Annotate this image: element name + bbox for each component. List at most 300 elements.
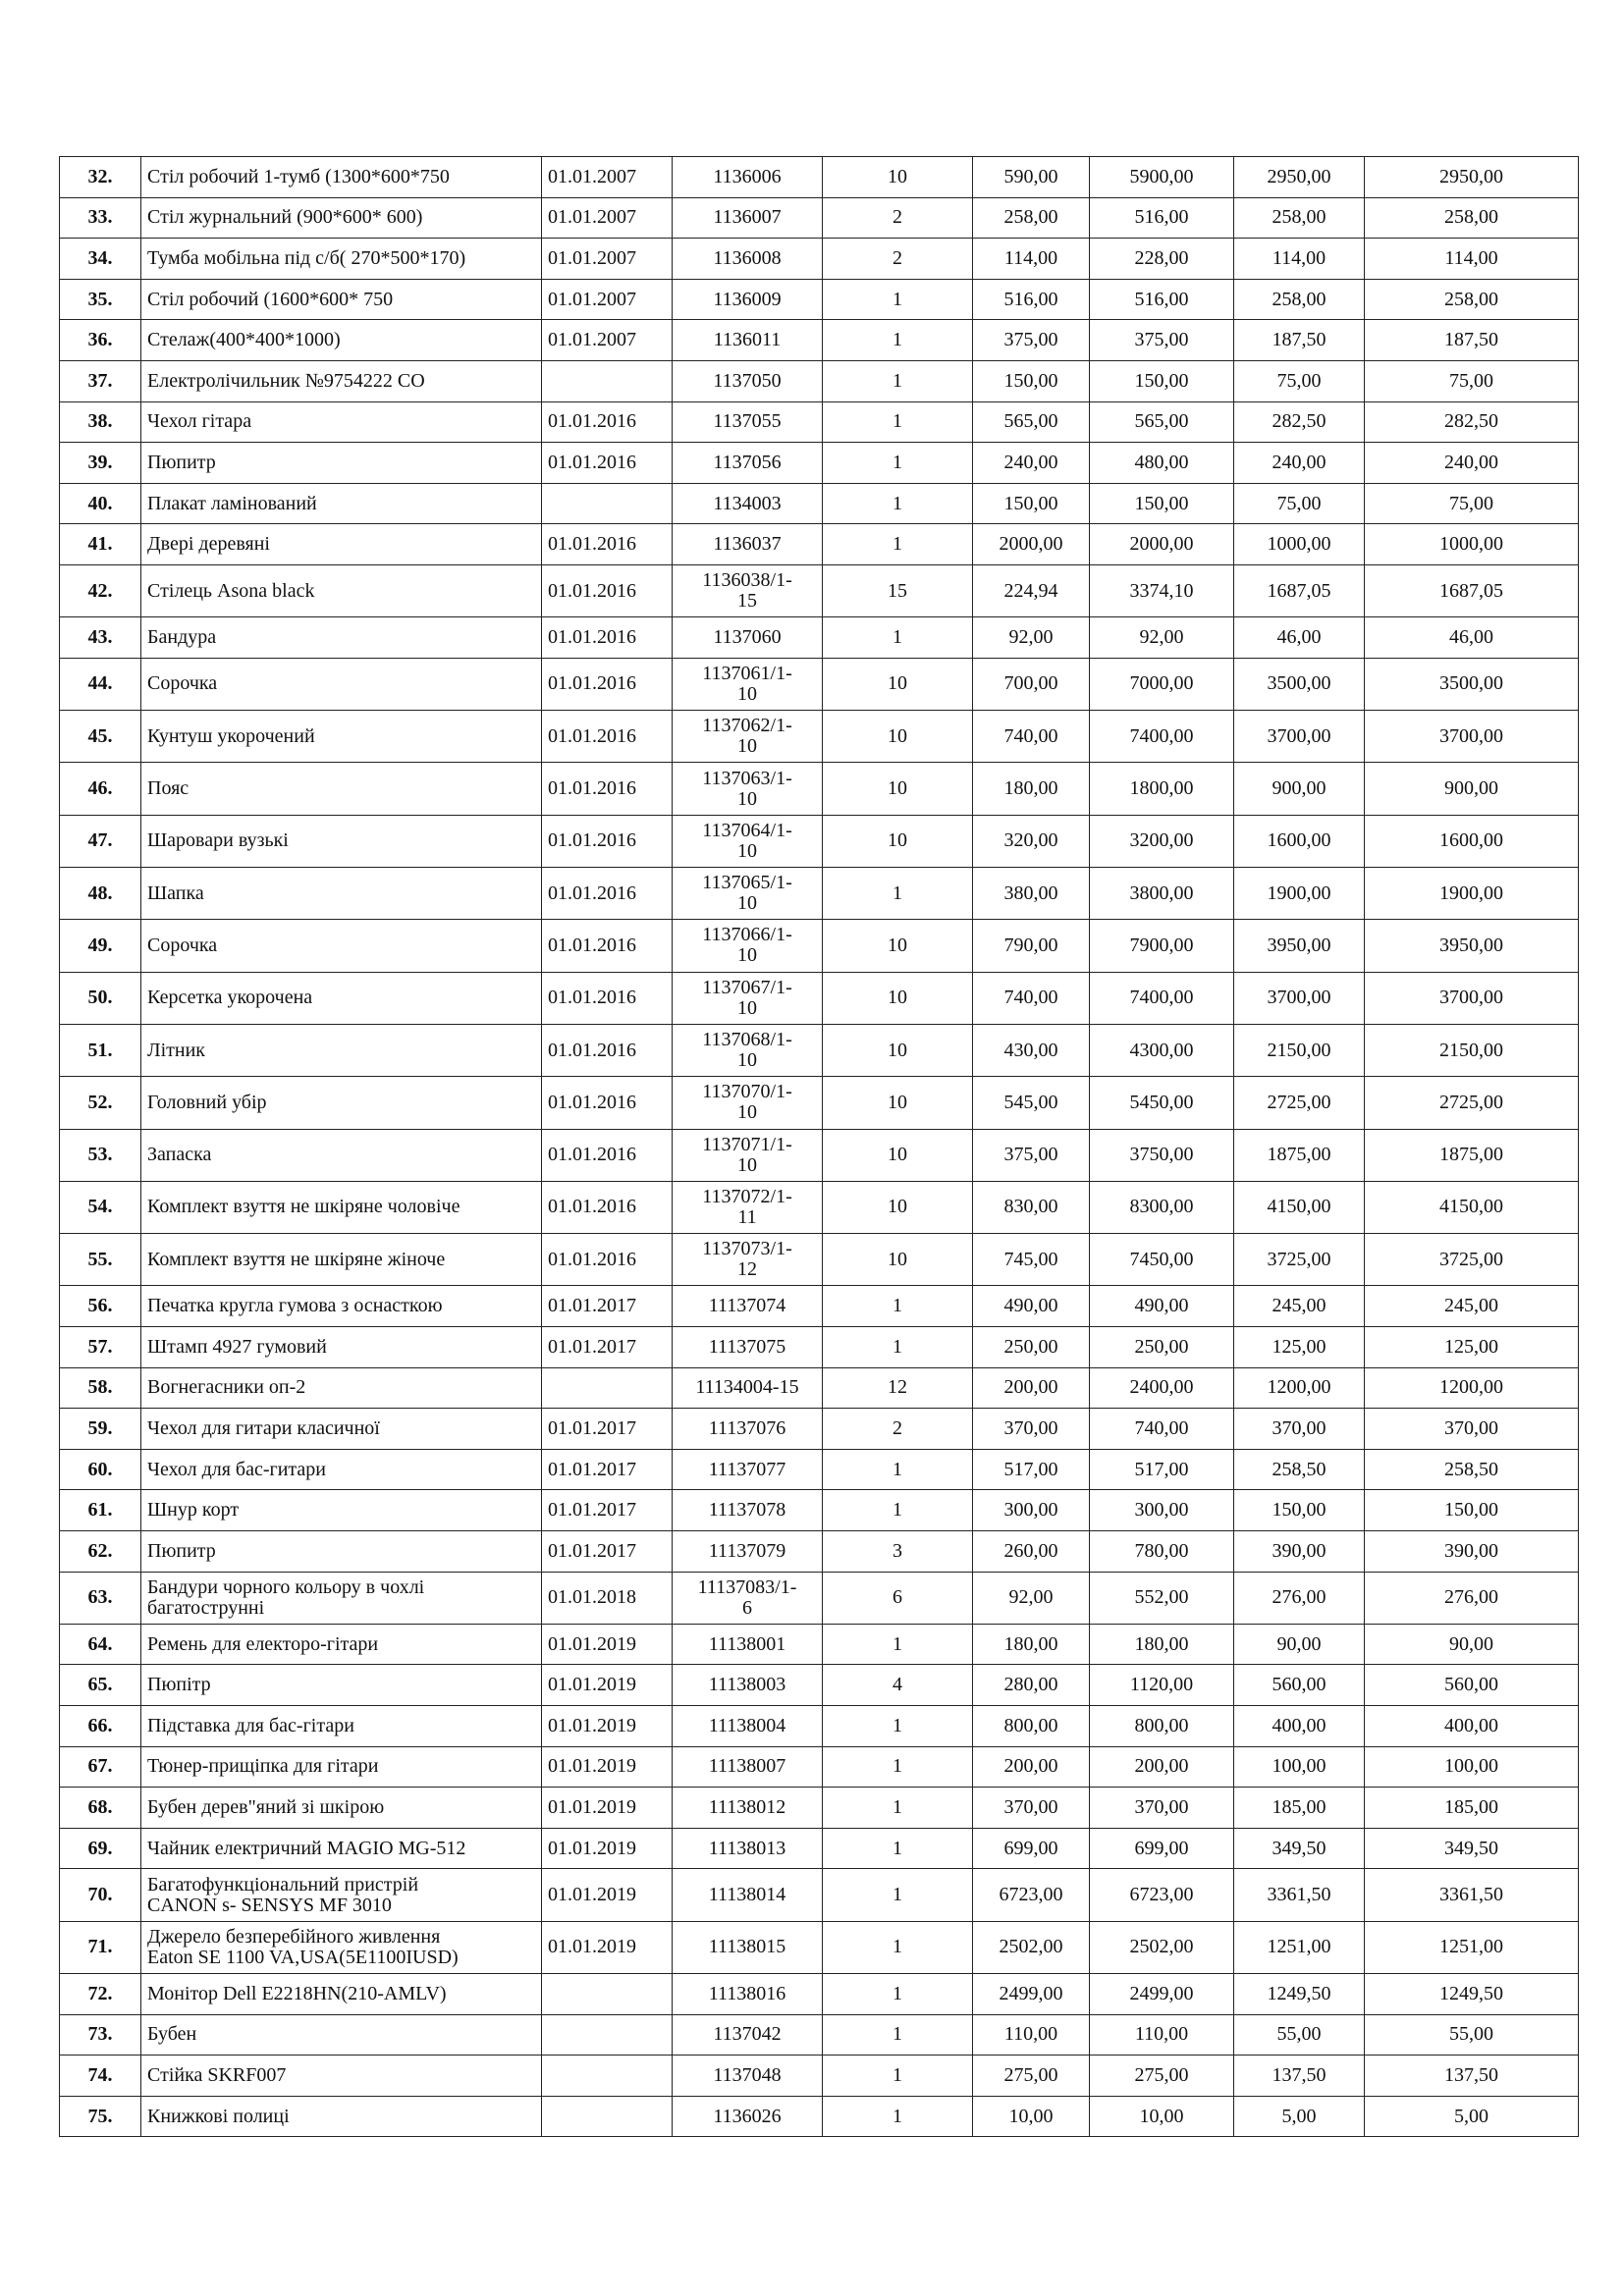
quantity-cell: 10 <box>823 815 973 867</box>
acquisition-date-cell: 01.01.2016 <box>542 711 673 763</box>
row-number-cell: 50. <box>60 972 141 1024</box>
depreciation-cell: 258,50 <box>1234 1449 1365 1490</box>
acquisition-date-cell: 01.01.2016 <box>542 401 673 443</box>
total-value-cell: 3200,00 <box>1090 815 1234 867</box>
total-value-cell: 480,00 <box>1090 443 1234 484</box>
table-row <box>60 157 1579 198</box>
item-name-cell: Літник <box>141 1024 542 1076</box>
residual-value-cell: 390,00 <box>1365 1530 1579 1572</box>
residual-value-cell: 370,00 <box>1365 1409 1579 1450</box>
inventory-number-cell: 11138001 <box>673 1624 823 1665</box>
depreciation-cell: 125,00 <box>1234 1326 1365 1367</box>
quantity-cell: 10 <box>823 1129 973 1181</box>
unit-price-cell: 92,00 <box>973 1572 1090 1624</box>
quantity-cell: 1 <box>823 320 973 361</box>
total-value-cell: 3750,00 <box>1090 1129 1234 1181</box>
row-number-cell: 36. <box>60 320 141 361</box>
inventory-number-cell: 1137042 <box>673 2014 823 2056</box>
residual-value-cell: 75,00 <box>1365 483 1579 524</box>
residual-value-cell: 282,50 <box>1365 401 1579 443</box>
table-row <box>60 239 1579 280</box>
item-name-cell: Комплект взуття не шкіряне жіноче <box>141 1234 542 1286</box>
depreciation-cell: 1251,00 <box>1234 1921 1365 1973</box>
unit-price-cell: 200,00 <box>973 1746 1090 1788</box>
item-name-cell: Електролічильник №9754222 СО <box>141 360 542 401</box>
residual-value-cell: 1900,00 <box>1365 868 1579 920</box>
quantity-cell: 10 <box>823 1181 973 1233</box>
quantity-cell: 2 <box>823 1409 973 1450</box>
acquisition-date-cell: 01.01.2007 <box>542 197 673 239</box>
total-value-cell: 5450,00 <box>1090 1077 1234 1129</box>
total-value-cell: 800,00 <box>1090 1706 1234 1747</box>
table-row <box>60 320 1579 361</box>
total-value-cell: 7900,00 <box>1090 920 1234 972</box>
total-value-cell: 699,00 <box>1090 1828 1234 1869</box>
unit-price-cell: 830,00 <box>973 1181 1090 1233</box>
table-row <box>60 1530 1579 1572</box>
quantity-cell: 1 <box>823 1706 973 1747</box>
residual-value-cell: 125,00 <box>1365 1326 1579 1367</box>
unit-price-cell: 380,00 <box>973 868 1090 920</box>
quantity-cell: 1 <box>823 483 973 524</box>
row-number-cell: 38. <box>60 401 141 443</box>
acquisition-date-cell: 01.01.2019 <box>542 1828 673 1869</box>
quantity-cell: 1 <box>823 1974 973 2015</box>
depreciation-cell: 3700,00 <box>1234 972 1365 1024</box>
residual-value-cell: 258,00 <box>1365 279 1579 320</box>
residual-value-cell: 258,00 <box>1365 197 1579 239</box>
table-row <box>60 1921 1579 1973</box>
item-name-cell: Запаска <box>141 1129 542 1181</box>
table-row <box>60 920 1579 972</box>
table-row <box>60 1572 1579 1624</box>
acquisition-date-cell: 01.01.2016 <box>542 1234 673 1286</box>
total-value-cell: 3800,00 <box>1090 868 1234 920</box>
unit-price-cell: 790,00 <box>973 920 1090 972</box>
residual-value-cell: 2725,00 <box>1365 1077 1579 1129</box>
row-number-cell: 55. <box>60 1234 141 1286</box>
table-row <box>60 972 1579 1024</box>
row-number-cell: 75. <box>60 2096 141 2137</box>
table-row <box>60 1326 1579 1367</box>
item-name-cell: Комплект взуття не шкіряне чоловіче <box>141 1181 542 1233</box>
table-row <box>60 1490 1579 1531</box>
table-row <box>60 1974 1579 2015</box>
unit-price-cell: 224,94 <box>973 564 1090 616</box>
inventory-number-cell: 1137063/1- 10 <box>673 763 823 815</box>
total-value-cell: 275,00 <box>1090 2056 1234 2097</box>
depreciation-cell: 390,00 <box>1234 1530 1365 1572</box>
quantity-cell: 1 <box>823 279 973 320</box>
acquisition-date-cell: 01.01.2017 <box>542 1530 673 1572</box>
acquisition-date-cell: 01.01.2016 <box>542 617 673 659</box>
table-row <box>60 2096 1579 2137</box>
total-value-cell: 7000,00 <box>1090 658 1234 710</box>
quantity-cell: 10 <box>823 711 973 763</box>
item-name-cell: Шапка <box>141 868 542 920</box>
acquisition-date-cell: 01.01.2016 <box>542 763 673 815</box>
item-name-cell: Стіл робочий (1600*600* 750 <box>141 279 542 320</box>
table-row <box>60 2056 1579 2097</box>
depreciation-cell: 75,00 <box>1234 483 1365 524</box>
row-number-cell: 60. <box>60 1449 141 1490</box>
item-name-cell: Кунтуш укорочений <box>141 711 542 763</box>
residual-value-cell: 5,00 <box>1365 2096 1579 2137</box>
depreciation-cell: 5,00 <box>1234 2096 1365 2137</box>
depreciation-cell: 100,00 <box>1234 1746 1365 1788</box>
table-row <box>60 1828 1579 1869</box>
total-value-cell: 2502,00 <box>1090 1921 1234 1973</box>
table-row <box>60 279 1579 320</box>
unit-price-cell: 740,00 <box>973 972 1090 1024</box>
inventory-number-cell: 1137048 <box>673 2056 823 2097</box>
residual-value-cell: 2950,00 <box>1365 157 1579 198</box>
quantity-cell: 1 <box>823 443 973 484</box>
acquisition-date-cell: 01.01.2016 <box>542 443 673 484</box>
inventory-number-cell: 1134003 <box>673 483 823 524</box>
unit-price-cell: 180,00 <box>973 1624 1090 1665</box>
depreciation-cell: 258,00 <box>1234 279 1365 320</box>
residual-value-cell: 240,00 <box>1365 443 1579 484</box>
residual-value-cell: 187,50 <box>1365 320 1579 361</box>
acquisition-date-cell: 01.01.2017 <box>542 1326 673 1367</box>
table-row <box>60 1077 1579 1129</box>
depreciation-cell: 55,00 <box>1234 2014 1365 2056</box>
inventory-number-cell: 1137056 <box>673 443 823 484</box>
inventory-number-cell: 1136026 <box>673 2096 823 2137</box>
residual-value-cell: 3700,00 <box>1365 711 1579 763</box>
acquisition-date-cell: 01.01.2007 <box>542 320 673 361</box>
item-name-cell: Штамп 4927 гумовий <box>141 1326 542 1367</box>
depreciation-cell: 240,00 <box>1234 443 1365 484</box>
row-number-cell: 39. <box>60 443 141 484</box>
acquisition-date-cell: 01.01.2016 <box>542 1181 673 1233</box>
inventory-number-cell: 1137055 <box>673 401 823 443</box>
quantity-cell: 1 <box>823 617 973 659</box>
depreciation-cell: 3725,00 <box>1234 1234 1365 1286</box>
unit-price-cell: 150,00 <box>973 483 1090 524</box>
row-number-cell: 70. <box>60 1869 141 1921</box>
unit-price-cell: 2502,00 <box>973 1921 1090 1973</box>
item-name-cell: Керсетка укорочена <box>141 972 542 1024</box>
total-value-cell: 10,00 <box>1090 2096 1234 2137</box>
acquisition-date-cell: 01.01.2016 <box>542 815 673 867</box>
quantity-cell: 1 <box>823 401 973 443</box>
inventory-number-cell: 1137067/1- 10 <box>673 972 823 1024</box>
quantity-cell: 10 <box>823 1234 973 1286</box>
item-name-cell: Шаровари вузькі <box>141 815 542 867</box>
depreciation-cell: 1600,00 <box>1234 815 1365 867</box>
row-number-cell: 64. <box>60 1624 141 1665</box>
inventory-number-cell: 1137061/1- 10 <box>673 658 823 710</box>
total-value-cell: 517,00 <box>1090 1449 1234 1490</box>
residual-value-cell: 1200,00 <box>1365 1367 1579 1409</box>
row-number-cell: 74. <box>60 2056 141 2097</box>
quantity-cell: 10 <box>823 658 973 710</box>
inventory-number-cell: 1137068/1- 10 <box>673 1024 823 1076</box>
acquisition-date-cell: 01.01.2019 <box>542 1665 673 1706</box>
total-value-cell: 150,00 <box>1090 483 1234 524</box>
acquisition-date-cell: 01.01.2016 <box>542 972 673 1024</box>
table-row <box>60 658 1579 710</box>
table-row <box>60 1706 1579 1747</box>
residual-value-cell: 1000,00 <box>1365 524 1579 565</box>
table-row <box>60 711 1579 763</box>
quantity-cell: 1 <box>823 1286 973 1327</box>
residual-value-cell: 114,00 <box>1365 239 1579 280</box>
inventory-number-cell: 1136006 <box>673 157 823 198</box>
total-value-cell: 1800,00 <box>1090 763 1234 815</box>
residual-value-cell: 276,00 <box>1365 1572 1579 1624</box>
item-name-cell: Стіл журнальний (900*600* 600) <box>141 197 542 239</box>
quantity-cell: 1 <box>823 868 973 920</box>
row-number-cell: 51. <box>60 1024 141 1076</box>
depreciation-cell: 1900,00 <box>1234 868 1365 920</box>
acquisition-date-cell <box>542 360 673 401</box>
residual-value-cell: 3361,50 <box>1365 1869 1579 1921</box>
inventory-number-cell: 1137064/1- 10 <box>673 815 823 867</box>
total-value-cell: 150,00 <box>1090 360 1234 401</box>
depreciation-cell: 185,00 <box>1234 1788 1365 1829</box>
residual-value-cell: 1687,05 <box>1365 564 1579 616</box>
table-row <box>60 401 1579 443</box>
inventory-number-cell: 11137078 <box>673 1490 823 1531</box>
total-value-cell: 516,00 <box>1090 197 1234 239</box>
table-row <box>60 1746 1579 1788</box>
depreciation-cell: 2725,00 <box>1234 1077 1365 1129</box>
table-row <box>60 2014 1579 2056</box>
inventory-number-cell: 1136037 <box>673 524 823 565</box>
unit-price-cell: 250,00 <box>973 1326 1090 1367</box>
inventory-number-cell: 1137072/1- 11 <box>673 1181 823 1233</box>
unit-price-cell: 745,00 <box>973 1234 1090 1286</box>
acquisition-date-cell: 01.01.2019 <box>542 1788 673 1829</box>
unit-price-cell: 114,00 <box>973 239 1090 280</box>
unit-price-cell: 2000,00 <box>973 524 1090 565</box>
table-row <box>60 1367 1579 1409</box>
acquisition-date-cell: 01.01.2016 <box>542 1024 673 1076</box>
acquisition-date-cell: 01.01.2016 <box>542 658 673 710</box>
item-name-cell: Вогнегасники оп-2 <box>141 1367 542 1409</box>
inventory-number-cell: 11137083/1- 6 <box>673 1572 823 1624</box>
inventory-number-cell: 11137075 <box>673 1326 823 1367</box>
residual-value-cell: 2150,00 <box>1365 1024 1579 1076</box>
quantity-cell: 1 <box>823 2014 973 2056</box>
total-value-cell: 552,00 <box>1090 1572 1234 1624</box>
table-row <box>60 1624 1579 1665</box>
quantity-cell: 1 <box>823 1490 973 1531</box>
inventory-number-cell: 1137073/1- 12 <box>673 1234 823 1286</box>
quantity-cell: 1 <box>823 1326 973 1367</box>
row-number-cell: 59. <box>60 1409 141 1450</box>
acquisition-date-cell: 01.01.2019 <box>542 1624 673 1665</box>
inventory-number-cell: 1136011 <box>673 320 823 361</box>
depreciation-cell: 1200,00 <box>1234 1367 1365 1409</box>
unit-price-cell: 240,00 <box>973 443 1090 484</box>
item-name-cell: Чехол для бас-гитари <box>141 1449 542 1490</box>
item-name-cell: Монітор Dell E2218HN(210-AMLV) <box>141 1974 542 2015</box>
quantity-cell: 1 <box>823 1624 973 1665</box>
inventory-number-cell: 11138013 <box>673 1828 823 1869</box>
row-number-cell: 61. <box>60 1490 141 1531</box>
inventory-number-cell: 11138015 <box>673 1921 823 1973</box>
inventory-number-cell: 11137079 <box>673 1530 823 1572</box>
unit-price-cell: 150,00 <box>973 360 1090 401</box>
quantity-cell: 1 <box>823 1746 973 1788</box>
depreciation-cell: 150,00 <box>1234 1490 1365 1531</box>
total-value-cell: 370,00 <box>1090 1788 1234 1829</box>
inventory-number-cell: 1136038/1- 15 <box>673 564 823 616</box>
inventory-number-cell: 1137062/1- 10 <box>673 711 823 763</box>
item-name-cell: Книжкові полиці <box>141 2096 542 2137</box>
item-name-cell: Сорочка <box>141 658 542 710</box>
depreciation-cell: 137,50 <box>1234 2056 1365 2097</box>
row-number-cell: 46. <box>60 763 141 815</box>
row-number-cell: 43. <box>60 617 141 659</box>
table-row <box>60 1129 1579 1181</box>
unit-price-cell: 92,00 <box>973 617 1090 659</box>
table-row <box>60 1869 1579 1921</box>
row-number-cell: 62. <box>60 1530 141 1572</box>
quantity-cell: 1 <box>823 1921 973 1973</box>
total-value-cell: 1120,00 <box>1090 1665 1234 1706</box>
inventory-number-cell: 11137076 <box>673 1409 823 1450</box>
item-name-cell: Стіл робочий 1-тумб (1300*600*750 <box>141 157 542 198</box>
unit-price-cell: 545,00 <box>973 1077 1090 1129</box>
depreciation-cell: 1875,00 <box>1234 1129 1365 1181</box>
residual-value-cell: 1251,00 <box>1365 1921 1579 1973</box>
total-value-cell: 3374,10 <box>1090 564 1234 616</box>
unit-price-cell: 565,00 <box>973 401 1090 443</box>
acquisition-date-cell: 01.01.2017 <box>542 1449 673 1490</box>
row-number-cell: 53. <box>60 1129 141 1181</box>
row-number-cell: 63. <box>60 1572 141 1624</box>
table-row <box>60 1409 1579 1450</box>
residual-value-cell: 100,00 <box>1365 1746 1579 1788</box>
quantity-cell: 15 <box>823 564 973 616</box>
total-value-cell: 7450,00 <box>1090 1234 1234 1286</box>
residual-value-cell: 90,00 <box>1365 1624 1579 1665</box>
acquisition-date-cell <box>542 2096 673 2137</box>
depreciation-cell: 560,00 <box>1234 1665 1365 1706</box>
unit-price-cell: 200,00 <box>973 1367 1090 1409</box>
total-value-cell: 5900,00 <box>1090 157 1234 198</box>
row-number-cell: 56. <box>60 1286 141 1327</box>
unit-price-cell: 370,00 <box>973 1788 1090 1829</box>
total-value-cell: 7400,00 <box>1090 711 1234 763</box>
acquisition-date-cell: 01.01.2007 <box>542 239 673 280</box>
row-number-cell: 35. <box>60 279 141 320</box>
quantity-cell: 1 <box>823 360 973 401</box>
unit-price-cell: 699,00 <box>973 1828 1090 1869</box>
quantity-cell: 1 <box>823 2096 973 2137</box>
quantity-cell: 1 <box>823 1788 973 1829</box>
acquisition-date-cell: 01.01.2007 <box>542 279 673 320</box>
unit-price-cell: 110,00 <box>973 2014 1090 2056</box>
inventory-number-cell: 1137066/1- 10 <box>673 920 823 972</box>
unit-price-cell: 10,00 <box>973 2096 1090 2137</box>
unit-price-cell: 590,00 <box>973 157 1090 198</box>
residual-value-cell: 245,00 <box>1365 1286 1579 1327</box>
unit-price-cell: 700,00 <box>973 658 1090 710</box>
acquisition-date-cell <box>542 483 673 524</box>
table-row <box>60 564 1579 616</box>
depreciation-cell: 245,00 <box>1234 1286 1365 1327</box>
quantity-cell: 1 <box>823 2056 973 2097</box>
residual-value-cell: 349,50 <box>1365 1828 1579 1869</box>
residual-value-cell: 1875,00 <box>1365 1129 1579 1181</box>
residual-value-cell: 3500,00 <box>1365 658 1579 710</box>
table-row <box>60 197 1579 239</box>
total-value-cell: 2000,00 <box>1090 524 1234 565</box>
table-row <box>60 1665 1579 1706</box>
unit-price-cell: 740,00 <box>973 711 1090 763</box>
item-name-cell: Бубен <box>141 2014 542 2056</box>
residual-value-cell: 3700,00 <box>1365 972 1579 1024</box>
unit-price-cell: 800,00 <box>973 1706 1090 1747</box>
item-name-cell: Печатка кругла гумова з оснасткою <box>141 1286 542 1327</box>
unit-price-cell: 260,00 <box>973 1530 1090 1572</box>
depreciation-cell: 900,00 <box>1234 763 1365 815</box>
item-name-cell: Чехол гітара <box>141 401 542 443</box>
quantity-cell: 10 <box>823 1077 973 1129</box>
item-name-cell: Стілець Asona black <box>141 564 542 616</box>
item-name-cell: Плакат ламінований <box>141 483 542 524</box>
total-value-cell: 92,00 <box>1090 617 1234 659</box>
residual-value-cell: 3725,00 <box>1365 1234 1579 1286</box>
acquisition-date-cell: 01.01.2019 <box>542 1706 673 1747</box>
residual-value-cell: 150,00 <box>1365 1490 1579 1531</box>
unit-price-cell: 516,00 <box>973 279 1090 320</box>
unit-price-cell: 180,00 <box>973 763 1090 815</box>
unit-price-cell: 320,00 <box>973 815 1090 867</box>
depreciation-cell: 400,00 <box>1234 1706 1365 1747</box>
residual-value-cell: 1249,50 <box>1365 1974 1579 2015</box>
total-value-cell: 250,00 <box>1090 1326 1234 1367</box>
acquisition-date-cell: 01.01.2016 <box>542 1077 673 1129</box>
item-name-cell: Підставка для бас-гітари <box>141 1706 542 1747</box>
depreciation-cell: 1000,00 <box>1234 524 1365 565</box>
depreciation-cell: 90,00 <box>1234 1624 1365 1665</box>
unit-price-cell: 517,00 <box>973 1449 1090 1490</box>
inventory-number-cell: 11137077 <box>673 1449 823 1490</box>
row-number-cell: 66. <box>60 1706 141 1747</box>
residual-value-cell: 46,00 <box>1365 617 1579 659</box>
item-name-cell: Тумба мобільна під с/б( 270*500*170) <box>141 239 542 280</box>
depreciation-cell: 1687,05 <box>1234 564 1365 616</box>
quantity-cell: 10 <box>823 763 973 815</box>
acquisition-date-cell: 01.01.2016 <box>542 920 673 972</box>
inventory-number-cell: 1136007 <box>673 197 823 239</box>
total-value-cell: 200,00 <box>1090 1746 1234 1788</box>
inventory-number-cell: 1136009 <box>673 279 823 320</box>
row-number-cell: 44. <box>60 658 141 710</box>
row-number-cell: 42. <box>60 564 141 616</box>
table-row <box>60 524 1579 565</box>
row-number-cell: 33. <box>60 197 141 239</box>
unit-price-cell: 258,00 <box>973 197 1090 239</box>
inventory-number-cell: 11134004-15 <box>673 1367 823 1409</box>
table-row <box>60 1234 1579 1286</box>
depreciation-cell: 2950,00 <box>1234 157 1365 198</box>
item-name-cell: Пояс <box>141 763 542 815</box>
residual-value-cell: 75,00 <box>1365 360 1579 401</box>
table-row <box>60 868 1579 920</box>
quantity-cell: 1 <box>823 1869 973 1921</box>
row-number-cell: 37. <box>60 360 141 401</box>
inventory-number-cell: 1136008 <box>673 239 823 280</box>
inventory-table <box>59 156 1579 2137</box>
